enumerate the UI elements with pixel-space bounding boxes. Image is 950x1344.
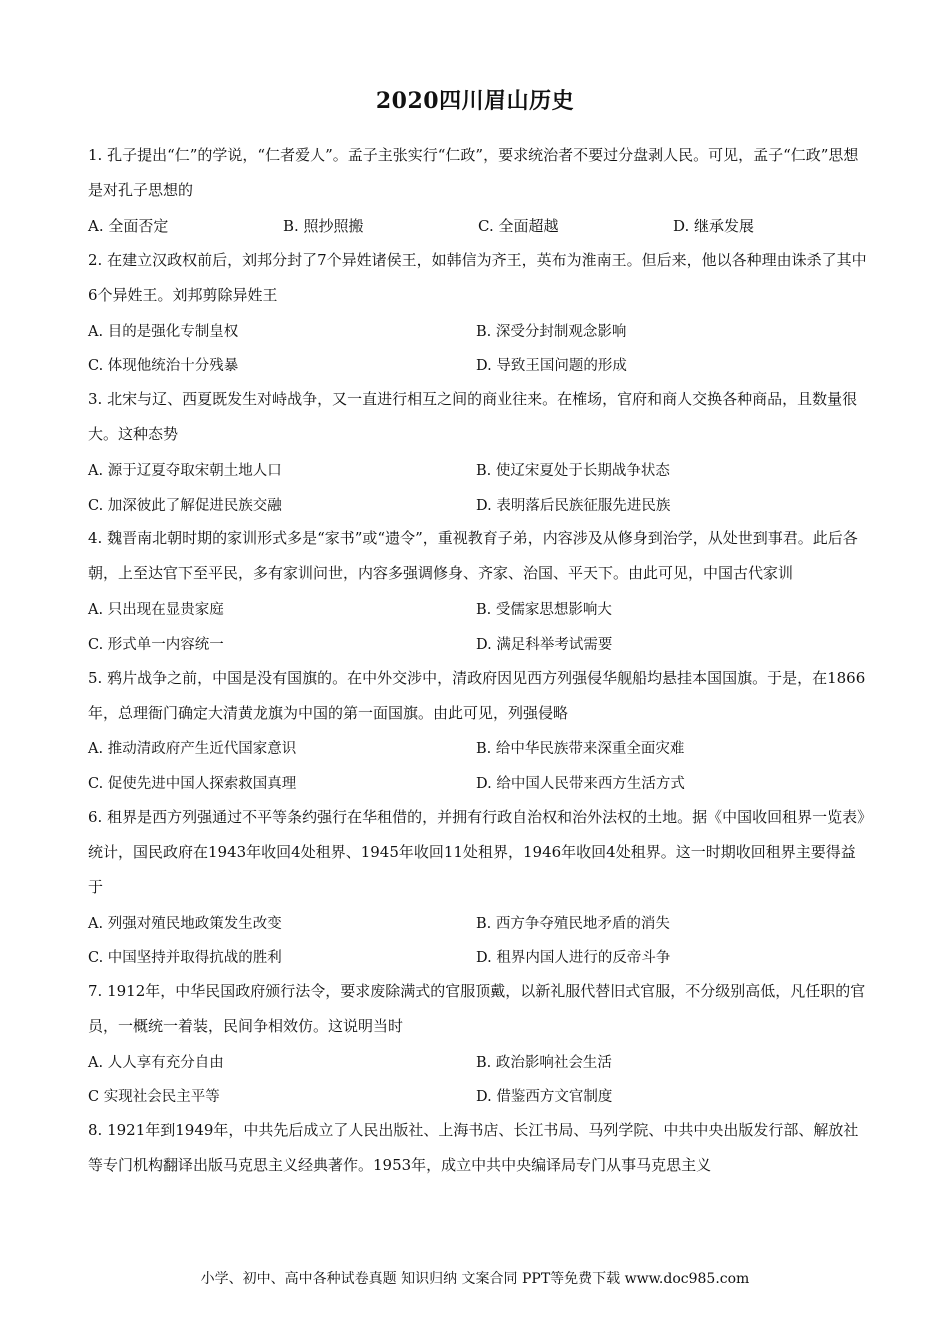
option-b: B. 给中华民族带来深重全面灾难 [476,741,685,758]
question-stem: 1. 孔子提出“仁”的学说，“仁者爱人”。孟子主张实行“仁政”，要求统治者不要过分盘剥人民。可见，孟子“仁政”思想是对孔子思想的 [88,146,859,199]
option-c: C. 中国坚持并取得抗战的胜利 [88,950,282,967]
question-6 [88,800,868,974]
options-row [88,452,868,487]
options-row [88,765,868,800]
option-c: C. 形式单一内容统一 [88,636,224,653]
options-row [88,348,868,383]
options-row [88,1044,868,1079]
question-3 [88,382,868,521]
option-a: A. 源于辽夏夺取宋朝土地人口 [88,462,282,479]
question-list [88,138,868,1183]
option-b: B. 政治影响社会生活 [476,1054,612,1071]
option-d: D. 借鉴西方文官制度 [476,1089,613,1106]
option-b: B. 使辽宋夏处于长期战争状态 [476,462,670,479]
option-a: A. 目的是强化专制皇权 [88,323,239,340]
option-d: D. 给中国人民带来西方生活方式 [476,775,685,792]
option-c: C. 全面超越 [478,217,559,235]
question-2 [88,243,868,382]
options-row [88,731,868,766]
option-c: C 实现社会民主平等 [88,1089,220,1106]
options-row [88,313,868,348]
option-c: C. 体现他统治十分残暴 [88,358,239,375]
option-a: A. 全面否定 [88,217,169,235]
page-title: 2020四川眉山历史 [375,88,575,114]
option-a: A. 推动清政府产生近代国家意识 [88,741,297,758]
option-a: A. 人人享有充分自由 [88,1054,224,1071]
question-stem: 7. 1912年，中华民国政府颁行法令，要求废除满式的官服顶戴，以新礼服代替旧式官服，不分级别高低，凡任职的官员，一概统一着装，民间争相效仿。这说明当时 [88,981,866,1035]
page-footer: 小学、初中、高中各种试卷真题 知识归纳 文案合同 PPT等免费下载 www.doc985.com [200,1271,750,1287]
options-row [88,939,868,974]
option-b: B. 受儒家思想影响大 [476,602,612,619]
options-row [88,591,868,626]
question-stem: 5. 鸦片战争之前，中国是没有国旗的。在中外交涉中，清政府因见西方列强侵华舰船均悬挂本国国旗。于是，在1866年，总理衙门确定大清黄龙旗为中国的第一面国旗。由此可见，列强侵略 [88,668,866,722]
option-a: A. 只出现在显贵家庭 [88,602,224,619]
option-d: D. 租界内国人进行的反帝斗争 [476,950,671,967]
question-stem: 4. 魏晋南北朝时期的家训形式多是“家书”或“遗令”，重视教育子弟，内容涉及从修身到治学，从处世到事君。此后各朝，上至达官下至平民，多有家训问世，内容多强调修身、齐家、治国、平天下。由此可见，中国古代家训 [88,529,858,583]
question-stem: 8. 1921年到1949年，中共先后成立了人民出版社、上海书店、长江书局、马列学院、中共中央出版发行部、解放社等专门机构翻译出版马克思主义经典著作。1953年，成立中共中央编译局专门从事马克思主义 [88,1121,859,1175]
question-stem: 2. 在建立汉政权前后，刘邦分封了7个异姓诸侯王，如韩信为齐王，英布为淮南王。但后来，他以各种理由诛杀了其中6个异姓王。刘邦剪除异姓王 [88,251,867,304]
option-d: D. 满足科举考试需要 [476,636,613,653]
options-row [88,1079,868,1114]
option-d: D. 继承发展 [673,217,755,235]
options-row [88,626,868,661]
option-a: A. 列强对殖民地政策发生改变 [88,915,282,932]
option-d: D. 表明落后民族征服先进民族 [476,497,671,514]
question-4 [88,521,868,660]
question-8 [88,1113,868,1183]
option-b: B. 深受分封制观念影响 [476,323,627,340]
question-stem: 6. 租界是西方列强通过不平等条约强行在华租借的，并拥有行政自治权和治外法权的土地。据《中国收回租界一览表》统计，国民政府在1943年收回4处租界、1945年收回11处租界，1946年收回4处租界。这一时期收回租界主要得益于 [88,807,865,896]
options-row [88,208,868,243]
option-b: B. 西方争夺殖民地矛盾的消失 [476,915,670,932]
question-5 [88,661,868,800]
question-stem: 3. 北宋与辽、西夏既发生对峙战争，又一直进行相互之间的商业往来。在榷场，官府和商人交换各种商品，且数量很大。这种态势 [88,390,858,444]
option-b: B. 照抄照搬 [283,217,364,235]
option-c: C. 加深彼此了解促进民族交融 [88,497,282,514]
options-row [88,905,868,940]
option-d: D. 导致王国问题的形成 [476,358,627,375]
question-7 [88,974,868,1113]
question-1 [88,138,868,243]
option-c: C. 促使先进中国人探索救国真理 [88,775,297,792]
options-row [88,487,868,522]
